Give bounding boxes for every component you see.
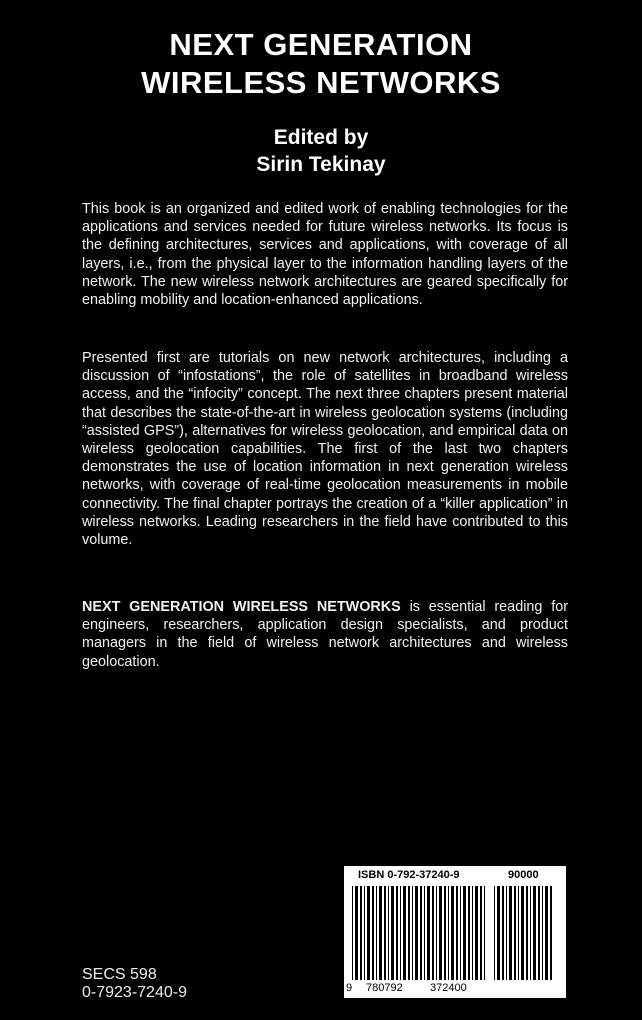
barcode-bar bbox=[494, 886, 495, 980]
title-line-2: WIRELESS NETWORKS bbox=[141, 65, 501, 100]
barcode-bar bbox=[542, 886, 543, 980]
barcode-bar bbox=[480, 886, 482, 980]
barcode-bar bbox=[372, 886, 374, 980]
barcode-bar bbox=[456, 886, 458, 980]
barcode-bar bbox=[509, 886, 512, 980]
barcode-bar bbox=[460, 886, 461, 980]
isbn-barcode bbox=[344, 866, 566, 998]
barcode-bar bbox=[432, 886, 434, 980]
barcode-bar bbox=[412, 886, 413, 980]
barcode-bar bbox=[545, 886, 548, 980]
barcode-bar bbox=[538, 886, 540, 980]
edited-by-label: Edited by bbox=[273, 126, 369, 149]
barcode-bar bbox=[514, 886, 516, 980]
barcode-bar bbox=[521, 886, 524, 980]
barcode-bar bbox=[427, 886, 430, 980]
barcode-bar bbox=[403, 886, 406, 980]
barcode-bar bbox=[396, 886, 398, 980]
barcode-main-bars bbox=[352, 886, 490, 982]
book-title-inline: NEXT GENERATION WIRELESS NETWORKS bbox=[82, 599, 401, 615]
barcode-bar bbox=[436, 886, 437, 980]
barcode-digit-lead: 9 bbox=[346, 982, 353, 994]
barcode-bar bbox=[420, 886, 422, 980]
barcode-bar bbox=[388, 886, 389, 980]
barcode-bar bbox=[355, 886, 358, 980]
barcode-bar bbox=[379, 886, 382, 980]
barcode-bar bbox=[367, 886, 370, 980]
description-paragraph-1: This book is an organized and edited work of enabling technologies for the applications and services needed for future wireless networks. Its focus is the defining architectures, services and applications, with coverage of all layers, i.e., from the physical layer to the information handling layers of the network. The new wireless network architectures are geared specifically for enabling mobility and location-enhanced applications. bbox=[82, 201, 568, 309]
barcode-bar bbox=[384, 886, 386, 980]
barcode-bar bbox=[468, 886, 470, 980]
footer-isbn: 0-7923-7240-9 bbox=[82, 984, 187, 1001]
barcode-bar bbox=[463, 886, 466, 980]
barcode-price-code: 90000 bbox=[508, 869, 539, 881]
description-paragraph-2: Presented first are tutorials on new network architectures, including a discussion of “infostations”, the role of satellites in broadband wireless access, and the “infocity” concept. The next three chapters present material that describes the state-of-the-art in wireless geolocation systems (including “assisted GPS”), alternatives for wireless geolocation, and empirical data on wireless geolocation capabilities. The first of the last two chapters demonstrates the use of location information in next generation wireless networks, with coverage of real-time geolocation measurements in mobile connectivity. The final chapter portrays the creation of a “killer application” in wireless networks. Leading researchers in the field have contributed to this volume. bbox=[82, 350, 568, 549]
barcode-isbn-label: ISBN 0-792-37240-9 bbox=[358, 869, 460, 881]
barcode-bar bbox=[400, 886, 401, 980]
barcode-bar bbox=[451, 886, 454, 980]
barcode-bar bbox=[530, 886, 531, 980]
barcode-addon-bars bbox=[494, 886, 558, 982]
barcode-bar bbox=[376, 886, 377, 980]
barcode-bar bbox=[533, 886, 536, 980]
barcode-bar bbox=[506, 886, 507, 980]
barcode-bar bbox=[408, 886, 410, 980]
para3-text: is essential reading for engineers, researchers, application design specialists, and product managers in the field of wireless network architectures and wireless geolocation. bbox=[82, 599, 568, 670]
barcode-bar bbox=[352, 886, 353, 980]
barcode-bar bbox=[518, 886, 519, 980]
barcode-bar bbox=[497, 886, 500, 980]
barcode-bar bbox=[424, 886, 425, 980]
barcode-bar bbox=[526, 886, 528, 980]
book-title bbox=[0, 26, 642, 102]
barcode-bar bbox=[444, 886, 446, 980]
barcode-digits-left: 780792 bbox=[366, 982, 403, 994]
barcode-digits-right: 372400 bbox=[430, 982, 467, 994]
barcode-bar bbox=[360, 886, 362, 980]
barcode-bar bbox=[364, 886, 365, 980]
barcode-bar bbox=[439, 886, 442, 980]
barcode-bar bbox=[502, 886, 504, 980]
barcode-bar bbox=[550, 886, 552, 980]
barcode-bar bbox=[448, 886, 449, 980]
footer-codes bbox=[82, 966, 187, 1002]
barcode-bar bbox=[475, 886, 478, 980]
editor-name: Sirin Tekinay bbox=[256, 153, 386, 176]
barcode-bar bbox=[415, 886, 418, 980]
editor-block bbox=[0, 124, 642, 178]
description-paragraph-3 bbox=[82, 598, 568, 671]
title-line-1: NEXT GENERATION bbox=[169, 27, 473, 62]
barcode-bar bbox=[391, 886, 394, 980]
barcode-bar bbox=[484, 886, 485, 980]
barcode-bar bbox=[472, 886, 473, 980]
series-code: SECS 598 bbox=[82, 966, 157, 983]
